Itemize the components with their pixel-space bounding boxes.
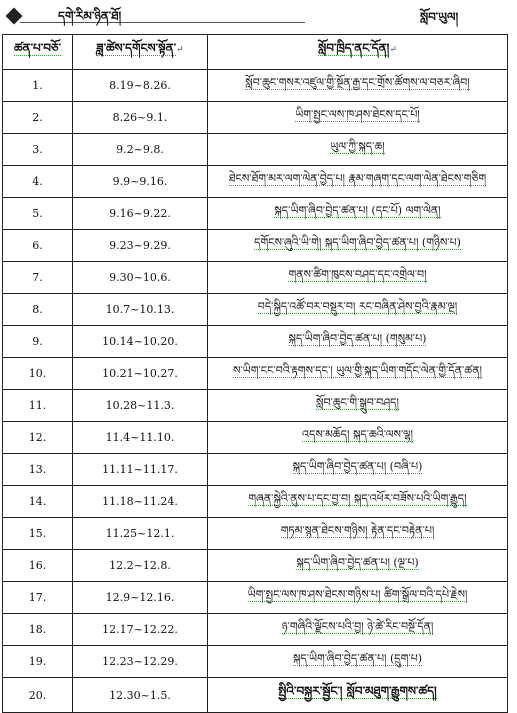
date-range-cell (73, 198, 208, 230)
topic-cell-text: ཐེངས་ཐོག་མར་ལག་ལེན་བྱེད་པ། རྣམ་གཞག་དང་ལག་ལེན་ཐེངས་གཅིག (228, 172, 487, 185)
table-row (3, 262, 508, 294)
document-title: དགེ་རིམ་ཉིན་ཐོ། (58, 9, 122, 23)
row-number-cell-text: 15. (28, 527, 47, 540)
topic-cell-text: གཞན་སྐྱེའི་ནུས་པ་དང་བྱ་བ། སྐད་འཕོར་བཟོས་པའི་ཡིག་རྒྱུད། (248, 492, 467, 505)
row-number-cell-text: 1. (32, 79, 43, 92)
topic-cell (208, 486, 508, 518)
row-number-cell-text: 17. (28, 591, 47, 604)
date-range-cell (73, 582, 208, 614)
date-range-cell-text: 8.19~8.26. (109, 79, 171, 92)
table-row (3, 678, 508, 713)
header-label: ཟླ་ཚེས་དགོངས་སྟོན་ (96, 41, 177, 55)
row-number-cell-text: 19. (28, 655, 47, 668)
date-range-cell (73, 390, 208, 422)
table-row (3, 518, 508, 550)
topic-cell (208, 614, 508, 646)
date-range-cell-text: 9.16~9.22. (109, 207, 171, 220)
topic-cell (208, 550, 508, 582)
topic-cell-text: སྐད་ཡིག་ཞིབ་བྱེད་ཚན་པ། (ལྔ་པ) (296, 556, 419, 569)
date-range-cell (73, 678, 208, 713)
row-number-cell-text: 5. (32, 207, 43, 220)
table-row (3, 294, 508, 326)
row-number-cell (3, 198, 73, 230)
paragraph-mark: ↵ (176, 45, 184, 55)
table-row (3, 198, 508, 230)
date-range-cell (73, 486, 208, 518)
table-row (3, 454, 508, 486)
column-header-number (3, 35, 73, 70)
schedule-table (2, 34, 508, 713)
topic-cell-text: སྐད་ཡིག་ཞིབ་བྱེད་ཚན་པ། (དང་པོ) ལག་ལེན། (274, 204, 441, 217)
row-number-cell (3, 646, 73, 678)
date-range-cell (73, 518, 208, 550)
topic-cell (208, 518, 508, 550)
row-number-cell-text: 7. (32, 271, 43, 284)
topic-cell (208, 198, 508, 230)
date-range-cell (73, 550, 208, 582)
header-label: སློབ་ཁྲིད་ནང་དོན། (318, 41, 390, 55)
row-number-cell (3, 230, 73, 262)
date-range-cell-text: 12.23~12.29. (102, 655, 178, 668)
row-number-cell (3, 518, 73, 550)
row-number-cell (3, 294, 73, 326)
topic-cell-text: སྐད་ཡིག་ཞིབ་བྱེད་ཚན་པ། (གསུམ་པ) (288, 332, 427, 345)
row-number-cell-text: 20. (28, 688, 47, 702)
document-header (0, 0, 517, 34)
topic-cell (208, 326, 508, 358)
row-number-cell (3, 102, 73, 134)
topic-cell (208, 166, 508, 198)
row-number-cell-text: 4. (32, 175, 43, 188)
table-row (3, 326, 508, 358)
row-number-cell-text: 13. (28, 463, 47, 476)
table-row (3, 134, 508, 166)
row-number-cell-text: 11. (28, 399, 47, 412)
table-row (3, 486, 508, 518)
date-range-cell-text: 10.28~11.3. (105, 399, 175, 412)
topic-cell (208, 582, 508, 614)
date-range-cell (73, 70, 208, 102)
table-row (3, 422, 508, 454)
table-row (3, 70, 508, 102)
row-number-cell (3, 486, 73, 518)
date-range-cell (73, 134, 208, 166)
topic-cell-text: སྐད་ཡིག་ཞིབ་བྱེད་ཚན་པ། (བཞི་པ) (292, 460, 423, 473)
topic-cell-text: སྤྱིའི་བསྐྱར་སྦྱོང་། སློབ་མཐུག་རྒྱུགས་ཚད། (278, 684, 437, 698)
row-number-cell (3, 614, 73, 646)
topic-cell (208, 390, 508, 422)
topic-cell (208, 102, 508, 134)
date-range-cell-text: 12.30~1.5. (109, 688, 171, 702)
date-range-cell-text: 10.14~10.20. (102, 335, 178, 348)
topic-cell (208, 454, 508, 486)
table-row (3, 166, 508, 198)
row-number-cell (3, 70, 73, 102)
row-number-cell-text: 10. (28, 367, 47, 380)
table-row (3, 550, 508, 582)
topic-cell (208, 134, 508, 166)
date-range-cell-text: 9.9~9.16. (112, 175, 168, 188)
topic-cell-text: སློབ་ཆུང་གི་སྒྲུབ་བཤད། (316, 396, 399, 409)
row-number-cell (3, 550, 73, 582)
row-number-cell (3, 454, 73, 486)
topic-cell (208, 422, 508, 454)
date-range-cell (73, 454, 208, 486)
table-row (3, 390, 508, 422)
topic-cell (208, 678, 508, 713)
topic-cell-text: འདས་མཆོད། སྐད་ཆའི་ལས་ལྷ། (302, 428, 413, 441)
table-row (3, 582, 508, 614)
date-range-cell-text: 12.9~12.16. (105, 591, 175, 604)
date-range-cell-text: 11.11~11.17. (102, 463, 178, 476)
date-range-cell-text: 11.25~12.1. (105, 527, 175, 540)
topic-cell-text: གཏམ་སྙན་ཐེངས་གཉིས། རྟེན་དང་བརྟེན་པ། (280, 524, 435, 537)
date-range-cell-text: 10.21~10.27. (102, 367, 178, 380)
topic-cell-text: སློབ་ཆུང་གསར་འཛུལ་གྱི་སྔོན་རྒྱ་དང་གྲོས་ཚོགས་ལ་བཅར་ཞིབ། (245, 76, 470, 89)
date-range-cell (73, 294, 208, 326)
column-header-topic (208, 35, 508, 70)
row-number-cell (3, 262, 73, 294)
topic-cell (208, 358, 508, 390)
date-range-cell-text: 11.18~11.24. (102, 495, 178, 508)
table-row (3, 102, 508, 134)
table-row (3, 646, 508, 678)
topic-cell-text: ཡིག་སྤྱང་ལས་ཁ་ཤས་ཐེངས་གཉིས་པ། ཚིག་སྒྲོལ་བའི་དཔེ་རྗེས། (247, 588, 468, 601)
topic-cell-text: བདེ་སྐྱིད་འཚོ་བར་བསྡུར་བ། རང་བཞིན་ཤེས་བྱའི་རྣམ་ལྔ། (257, 300, 458, 313)
date-range-cell (73, 358, 208, 390)
date-range-cell (73, 230, 208, 262)
date-range-cell-text: 8.26~9.1. (112, 111, 168, 124)
row-number-cell-text: 6. (32, 239, 43, 252)
date-range-cell-text: 9.2~9.8. (116, 143, 164, 156)
row-number-cell (3, 326, 73, 358)
date-range-cell (73, 422, 208, 454)
row-number-cell-text: 18. (28, 623, 47, 636)
topic-cell (208, 230, 508, 262)
table-row (3, 230, 508, 262)
date-range-cell (73, 646, 208, 678)
date-range-cell (73, 262, 208, 294)
row-number-cell-text: 8. (32, 303, 43, 316)
topic-cell (208, 646, 508, 678)
row-number-cell (3, 166, 73, 198)
table-row (3, 358, 508, 390)
header-right-label: སློབ་ཡུལ། (420, 10, 459, 24)
topic-cell (208, 70, 508, 102)
topic-cell-text: ཡིག་སྤྱང་ལས་ཁ་ཤས་ཐེངས་དང་པོ། (295, 108, 420, 121)
paragraph-mark: ↵ (389, 45, 397, 55)
row-number-cell (3, 390, 73, 422)
date-range-cell-text: 12.2~12.8. (109, 559, 171, 572)
row-number-cell-text: 12. (28, 431, 47, 444)
table-header-row (3, 35, 508, 70)
date-range-cell-text: 10.7~10.13. (105, 303, 175, 316)
table-row (3, 614, 508, 646)
row-number-cell (3, 134, 73, 166)
row-number-cell-text: 2. (32, 111, 43, 124)
topic-cell-text: དགོངས་ཞུའི་ཡི་གེ། སྐད་ཡིག་ཞིབ་བྱེད་ཚན་པ། (གཉིས་པ) (254, 236, 461, 249)
date-range-cell (73, 326, 208, 358)
row-number-cell (3, 582, 73, 614)
date-range-cell-text: 12.17~12.22. (102, 623, 178, 636)
date-range-cell (73, 614, 208, 646)
date-range-cell-text: 9.23~9.29. (109, 239, 171, 252)
date-range-cell (73, 166, 208, 198)
row-number-cell (3, 358, 73, 390)
row-number-cell-text: 14. (28, 495, 47, 508)
topic-cell-text: གནས་ཚིག་ཁུངས་བཤད་དང་འགྲེལ་བ། (288, 268, 427, 281)
date-range-cell-text: 9.30~10.6. (109, 271, 171, 284)
topic-cell-text: སྐད་ཡིག་ཞིབ་བྱེད་ཚན་པ། (དྲུག་པ) (292, 652, 423, 665)
row-number-cell-text: 3. (32, 143, 43, 156)
row-number-cell-text: 9. (32, 335, 43, 348)
topic-cell (208, 294, 508, 326)
topic-cell-text: ཡུལ་ཀྱི་སྐད་ཆ། (330, 140, 385, 153)
date-range-cell (73, 102, 208, 134)
row-number-cell (3, 422, 73, 454)
topic-cell-text: ཉ་གཞིའི་ལྗོངས་པའི་བྱ། ཉེ་ཚེ་རིང་བསྔོ་དོན། (281, 620, 434, 633)
date-range-cell-text: 11.4~11.10. (105, 431, 175, 444)
topic-cell-text: ས་ཡིག་ངང་བའི་རྟགས་དང་། ཡུལ་གྱི་སྐད་ཡིག་གདོང་ལེན་གྱི་དོན་ཚན། (233, 364, 482, 377)
row-number-cell-text: 16. (28, 559, 47, 572)
row-number-cell (3, 678, 73, 713)
topic-cell (208, 262, 508, 294)
column-header-dates (73, 35, 208, 70)
header-label: ཚན་པ་བཅོ་ (13, 41, 62, 55)
